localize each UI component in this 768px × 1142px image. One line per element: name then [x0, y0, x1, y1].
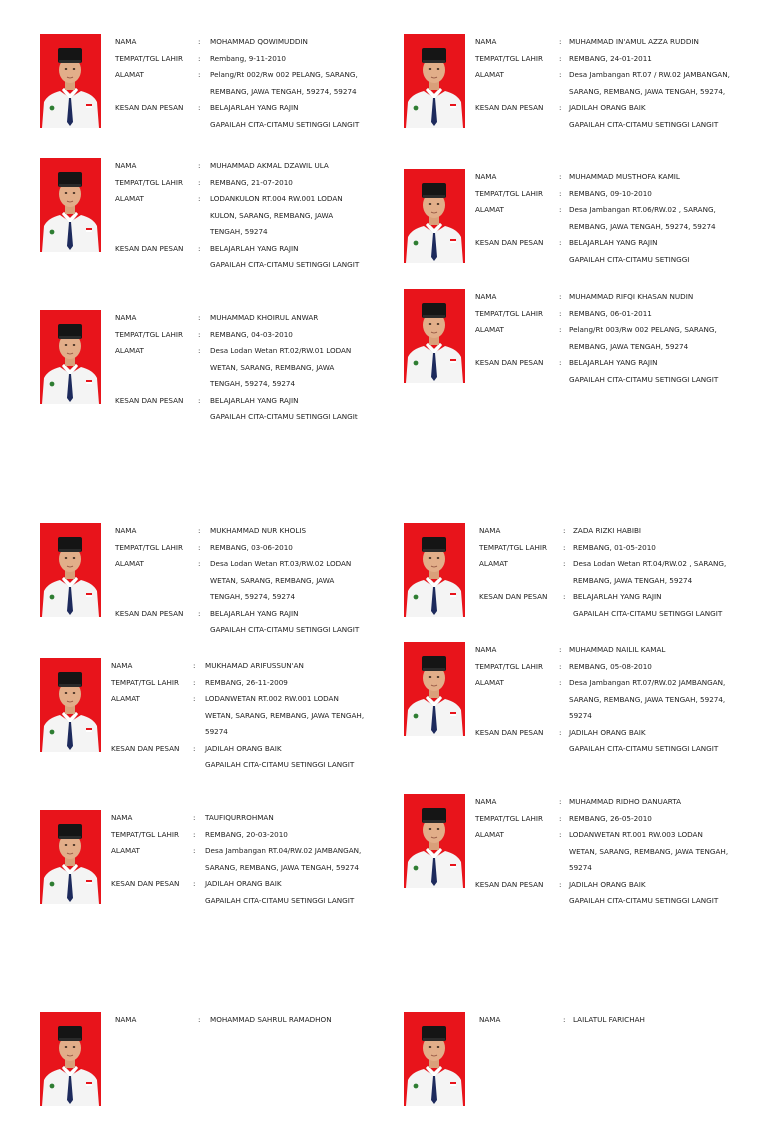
field-value: REMBANG, 24-01-2011: [569, 53, 652, 63]
field-colon: :: [198, 313, 201, 322]
field-label: KESAN DAN PESAN: [475, 103, 544, 112]
student-photo: [40, 1012, 101, 1106]
field-label: ALAMAT: [115, 346, 144, 355]
address-line: 59274: [205, 727, 228, 736]
student-card: [404, 169, 754, 299]
field-colon: :: [559, 661, 562, 671]
address-line: KULON, SARANG, REMBANG, JAWA: [210, 210, 334, 220]
field-colon: :: [563, 526, 566, 535]
field-colon: :: [198, 243, 201, 253]
message-line: GAPAILAH CITA-CITAMU SETINGGI LANGIT: [573, 608, 723, 618]
field-label: TEMPAT/TGL LAHIR: [115, 53, 184, 63]
student-photo: [404, 169, 465, 263]
student-card: [404, 794, 754, 924]
field-colon: :: [193, 661, 196, 670]
message-line: GAPAILAH CITA-CITAMU SETINGGI LANGIT: [210, 625, 360, 634]
field-colon: :: [559, 37, 562, 46]
field-colon: :: [563, 559, 566, 568]
field-colon: :: [559, 238, 562, 247]
student-photo: [40, 658, 101, 752]
address-line: Desa Lodan Wetan RT.02/RW.01 LODAN: [210, 346, 352, 355]
field-value: MUHAMMAD KHOIRUL ANWAR: [210, 313, 319, 322]
field-label: TEMPAT/TGL LAHIR: [475, 813, 544, 823]
field-colon: :: [559, 53, 562, 63]
field-label: KESAN DAN PESAN: [115, 103, 184, 112]
address-line: Desa Lodan Wetan RT.03/RW.02 LODAN: [210, 559, 352, 568]
student-photo: [404, 523, 465, 617]
field-value: BELAJARLAH YANG RAJIN: [210, 608, 299, 618]
field-colon: :: [559, 879, 562, 889]
student-photo: [40, 34, 101, 128]
student-card: [404, 523, 754, 653]
field-colon: :: [198, 542, 201, 552]
field-colon: :: [198, 53, 201, 63]
field-value: MUHAMMAD RIDHO DANUARTA: [569, 797, 682, 806]
student-card: [40, 810, 380, 940]
field-label: TEMPAT/TGL LAHIR: [115, 542, 184, 552]
field-colon: :: [198, 608, 201, 618]
message-line: GAPAILAH CITA-CITAMU SETINGGI LANGIT: [205, 895, 355, 905]
field-value: MOHAMMAD SAHRUL RAMADHON: [210, 1015, 332, 1024]
address-line: WETAN, SARANG, REMBANG, JAWA: [210, 575, 335, 585]
field-label: NAMA: [475, 292, 497, 301]
field-value: MUHAMMAD MUSTHOFA KAMIL: [569, 172, 680, 181]
message-line: GAPAILAH CITA-CITAMU SETINGGI LANGIT: [569, 374, 719, 384]
address-line: WETAN, SARANG, REMBANG, JAWA TENGAH,: [205, 710, 365, 720]
field-colon: :: [559, 172, 562, 181]
address-line: SARANG, REMBANG, JAWA TENGAH, 59274: [205, 862, 359, 872]
field-colon: :: [198, 161, 201, 170]
student-card: [40, 310, 380, 440]
field-colon: :: [198, 395, 201, 405]
field-colon: :: [193, 829, 196, 839]
field-value: JADILAH ORANG BAIK: [569, 103, 646, 112]
field-colon: :: [198, 37, 201, 46]
field-label: TEMPAT/TGL LAHIR: [111, 829, 180, 839]
field-value: REMBANG, 26-05-2010: [569, 813, 652, 823]
address-line: Desa Lodan Wetan RT.04/RW.02 , SARANG,: [573, 559, 727, 568]
field-value: REMBANG, 04-03-2010: [210, 329, 293, 339]
field-value: MUHAMMAD AKMAL DZAWIL ULA: [210, 161, 329, 170]
field-colon: :: [198, 194, 201, 203]
field-colon: :: [198, 346, 201, 355]
field-label: TEMPAT/TGL LAHIR: [479, 542, 548, 552]
field-colon: :: [559, 325, 562, 334]
field-label: ALAMAT: [475, 205, 504, 214]
field-label: ALAMAT: [111, 846, 140, 855]
message-line: GAPAILAH CITA-CITAMU SETINGGI LANGIT: [569, 119, 719, 129]
student-photo: [40, 310, 101, 404]
student-card: [404, 1012, 754, 1142]
field-value: REMBANG, 26-11-2009: [205, 677, 288, 687]
student-card: [40, 34, 380, 164]
message-line: GAPAILAH CITA-CITAMU SETINGGI LANGIT: [569, 744, 719, 753]
field-value: REMBANG, 21-07-2010: [210, 177, 293, 187]
address-line: REMBANG, JAWA TENGAH, 59274: [569, 341, 689, 351]
field-value: Rembang, 9-11-2010: [210, 53, 286, 63]
field-label: ALAMAT: [475, 325, 504, 334]
address-line: SARANG, REMBANG, JAWA TENGAH, 59274,: [569, 86, 726, 96]
student-card: [40, 658, 380, 788]
address-line: Pelang/Rt 002/Rw 002 PELANG, SARANG,: [210, 70, 358, 79]
field-label: NAMA: [475, 37, 497, 46]
field-colon: :: [193, 846, 196, 855]
address-line: REMBANG, JAWA TENGAH, 59274, 59274: [569, 221, 716, 231]
field-colon: :: [559, 813, 562, 823]
field-value: REMBANG, 03-06-2010: [210, 542, 293, 552]
field-value: REMBANG, 01-05-2010: [573, 542, 656, 552]
field-colon: :: [193, 694, 196, 703]
field-label: NAMA: [115, 161, 137, 170]
student-photo: [404, 1012, 465, 1106]
field-value: BELAJARLAH YANG RAJIN: [210, 103, 299, 112]
field-label: KESAN DAN PESAN: [475, 879, 544, 889]
field-label: ALAMAT: [475, 70, 504, 79]
field-value: MOHAMMAD QOWIMUDDIN: [210, 37, 308, 46]
field-label: NAMA: [475, 797, 497, 806]
address-line: REMBANG, JAWA TENGAH, 59274: [573, 575, 693, 585]
field-label: TEMPAT/TGL LAHIR: [475, 53, 544, 63]
field-colon: :: [559, 830, 562, 839]
field-label: NAMA: [475, 172, 497, 181]
field-colon: :: [198, 329, 201, 339]
address-line: LODANWETAN RT.001 RW.003 LODAN: [569, 830, 703, 839]
field-label: TEMPAT/TGL LAHIR: [115, 329, 184, 339]
message-line: GAPAILAH CITA-CITAMU SETINGGI LANGIT: [210, 119, 360, 129]
field-label: KESAN DAN PESAN: [115, 243, 184, 253]
field-colon: :: [198, 1015, 201, 1024]
field-label: KESAN DAN PESAN: [479, 592, 548, 601]
address-line: WETAN, SARANG, REMBANG, JAWA: [210, 362, 335, 372]
field-label: KESAN DAN PESAN: [115, 395, 184, 405]
address-line: Desa Jambangan RT.07 / RW.02 JAMBANGAN,: [569, 70, 730, 79]
field-label: KESAN DAN PESAN: [111, 879, 180, 888]
field-label: NAMA: [115, 313, 137, 322]
field-label: NAMA: [479, 526, 501, 535]
field-value: JADILAH ORANG BAIK: [569, 879, 646, 889]
message-line: GAPAILAH CITA-CITAMU SETINGGI LANGIt: [210, 412, 358, 421]
field-colon: :: [559, 727, 562, 737]
field-colon: :: [198, 559, 201, 568]
field-colon: :: [559, 358, 562, 367]
field-colon: :: [559, 205, 562, 214]
student-photo: [404, 34, 465, 128]
student-photo: [40, 158, 101, 252]
field-value: REMBANG, 20-03-2010: [205, 829, 288, 839]
field-label: TEMPAT/TGL LAHIR: [475, 308, 544, 318]
field-colon: :: [559, 797, 562, 806]
student-photo: [40, 810, 101, 904]
address-line: REMBANG, JAWA TENGAH, 59274, 59274: [210, 86, 357, 96]
field-label: ALAMAT: [475, 830, 504, 839]
field-colon: :: [559, 188, 562, 198]
field-colon: :: [198, 177, 201, 187]
field-value: MUHAMMAD RIFQI KHASAN NUDIN: [569, 292, 694, 301]
field-value: BELAJARLAH YANG RAJIN: [210, 243, 299, 253]
field-value: REMBANG, 05-08-2010: [569, 661, 652, 671]
field-colon: :: [193, 879, 196, 888]
field-value: REMBANG, 06-01-2011: [569, 308, 652, 318]
field-label: NAMA: [115, 37, 137, 46]
field-label: KESAN DAN PESAN: [475, 238, 544, 247]
address-line: Pelang/Rt 003/Rw 002 PELANG, SARANG,: [569, 325, 717, 334]
field-label: KESAN DAN PESAN: [475, 358, 544, 367]
field-label: TEMPAT/TGL LAHIR: [475, 661, 544, 671]
field-label: TEMPAT/TGL LAHIR: [475, 188, 544, 198]
field-label: TEMPAT/TGL LAHIR: [111, 677, 180, 687]
field-colon: :: [198, 103, 201, 112]
field-value: BELAJARLAH YANG RAJIN: [569, 358, 658, 367]
field-value: BELAJARLAH YANG RAJIN: [573, 592, 662, 601]
field-label: NAMA: [479, 1015, 501, 1024]
field-label: NAMA: [115, 1015, 137, 1024]
field-colon: :: [559, 678, 562, 687]
field-label: ALAMAT: [475, 678, 504, 687]
field-label: TEMPAT/TGL LAHIR: [115, 177, 184, 187]
address-line: 59274: [569, 711, 592, 720]
field-label: ALAMAT: [115, 194, 144, 203]
field-value: MUHAMMAD NAILIL KAMAL: [569, 645, 666, 654]
field-value: REMBANG, 09-10-2010: [569, 188, 652, 198]
field-label: NAMA: [111, 813, 133, 822]
student-photo: [404, 642, 465, 736]
field-colon: :: [563, 1015, 566, 1024]
field-colon: :: [563, 592, 566, 601]
address-line: TENGAH, 59274, 59274: [210, 379, 296, 388]
field-label: ALAMAT: [479, 559, 508, 568]
student-card: [404, 642, 754, 772]
student-card: [40, 523, 380, 653]
field-value: JADILAH ORANG BAIK: [569, 727, 646, 737]
address-line: SARANG, REMBANG, JAWA TENGAH, 59274,: [569, 694, 726, 704]
student-card: [404, 289, 754, 419]
field-label: ALAMAT: [115, 559, 144, 568]
field-value: BELAJARLAH YANG RAJIN: [569, 238, 658, 247]
field-colon: :: [193, 677, 196, 687]
field-colon: :: [198, 526, 201, 535]
message-line: GAPAILAH CITA-CITAMU SETINGGI LANGIT: [569, 896, 719, 905]
field-label: NAMA: [475, 645, 497, 654]
field-colon: :: [193, 813, 196, 822]
student-photo: [40, 523, 101, 617]
field-label: NAMA: [115, 526, 137, 535]
address-line: Desa Jambangan RT.07/RW.02 JAMBANGAN,: [569, 678, 726, 687]
field-value: TAUFIQURROHMAN: [205, 813, 274, 822]
field-label: ALAMAT: [111, 694, 140, 703]
field-colon: :: [559, 292, 562, 301]
field-value: MUKHAMMAD NUR KHOLIS: [210, 526, 307, 535]
address-line: 59274: [569, 863, 592, 872]
field-value: ZADA RIZKI HABIBI: [573, 526, 642, 535]
address-line: WETAN, SARANG, REMBANG, JAWA TENGAH,: [569, 846, 729, 856]
field-colon: :: [559, 70, 562, 79]
field-value: JADILAH ORANG BAIK: [205, 743, 282, 753]
field-label: NAMA: [111, 661, 133, 670]
address-line: LODANWETAN RT.002 RW.001 LODAN: [205, 694, 339, 703]
message-line: GAPAILAH CITA-CITAMU SETINGGI LANGIT: [210, 260, 360, 269]
field-value: JADILAH ORANG BAIK: [205, 879, 282, 888]
address-line: Desa Jambangan RT.06/RW.02 , SARANG,: [569, 205, 716, 214]
field-value: MUHAMMAD IN'AMUL AZZA RUDDIN: [569, 37, 699, 46]
address-line: TENGAH, 59274: [210, 227, 268, 236]
field-value: MUKHAMAD ARIFUSSUN'AN: [205, 661, 304, 670]
message-line: GAPAILAH CITA-CITAMU SETINGGI LANGIT: [205, 760, 355, 769]
field-label: KESAN DAN PESAN: [115, 608, 184, 618]
student-photo: [404, 794, 465, 888]
address-line: LODANKULON RT.004 RW.001 LODAN: [210, 194, 343, 203]
field-colon: :: [559, 308, 562, 318]
field-colon: :: [563, 542, 566, 552]
address-line: Desa Jambangan RT.04/RW.02 JAMBANGAN,: [205, 846, 362, 855]
field-label: KESAN DAN PESAN: [475, 727, 544, 737]
field-label: ALAMAT: [115, 70, 144, 79]
field-colon: :: [559, 103, 562, 112]
message-line: GAPAILAH CITA-CITAMU SETINGGI: [569, 254, 690, 264]
field-colon: :: [559, 645, 562, 654]
student-photo: [404, 289, 465, 383]
field-colon: :: [193, 743, 196, 753]
field-colon: :: [198, 70, 201, 79]
field-label: KESAN DAN PESAN: [111, 743, 180, 753]
field-value: LAILATUL FARICHAH: [573, 1015, 645, 1024]
field-value: BELAJARLAH YANG RAJIN: [210, 395, 299, 405]
student-card: [40, 1012, 380, 1142]
student-card: [40, 158, 380, 288]
student-card: [404, 34, 754, 164]
address-line: TENGAH, 59274, 59274: [210, 592, 296, 601]
